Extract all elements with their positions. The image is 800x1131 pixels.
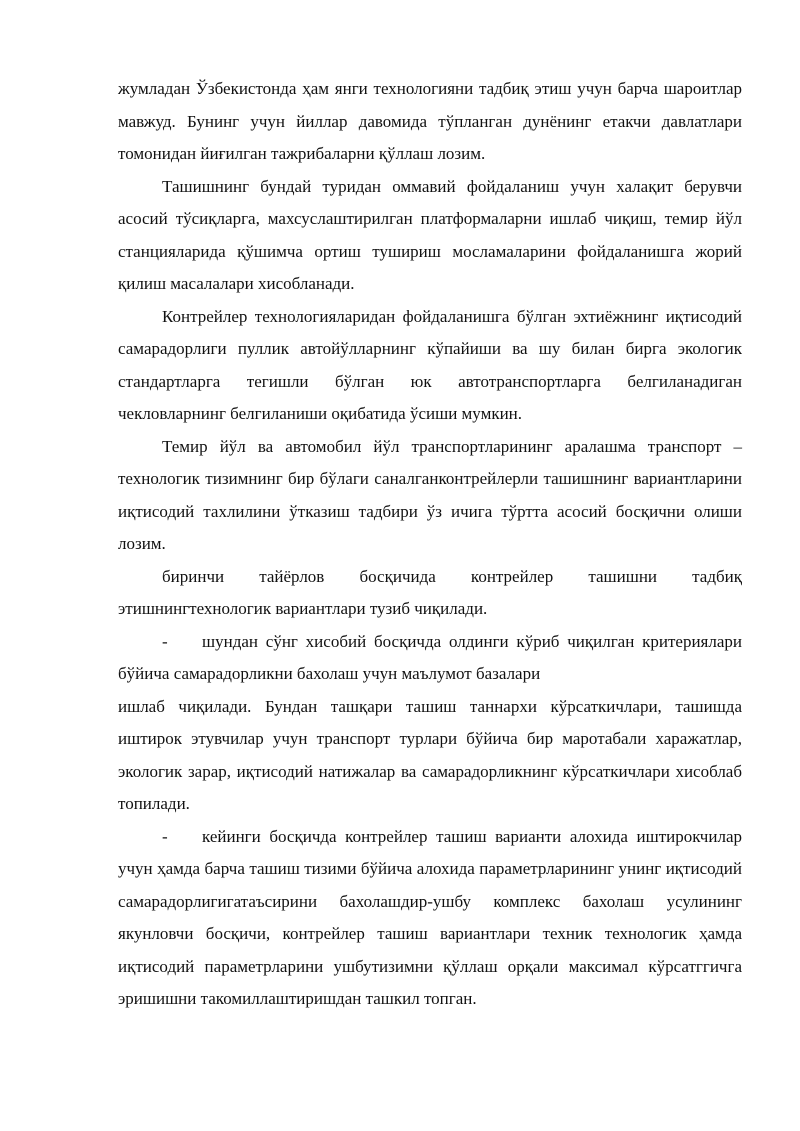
paragraph-2: Ташишнинг бундай туридан оммавий фойдаланиш учун халақит берувчи асосий тўсиқларга, махсуслаштирилган платформаларни ишлаб чиқиш, темир йўл станцияларида қўшимча ортиш тушириш мосламаларини фойдаланишга жорий қилиш масалалари хисобланади. [118, 176, 742, 293]
paragraph-4: Темир йўл ва автомобил йўл транспортларининг аралашма транспорт – технологик тизимнинг бир бўлаги саналганконтрейлерли ташишнинг вариантларини иқтисодий тахлилини ўтказиш тадбири ўз ичига тўртта асосий босқични олиши лозим. [118, 436, 742, 553]
list-item-1 [118, 626, 742, 691]
list-bullet-dash: - [162, 631, 168, 651]
list-item-2-text: кейинги босқичда контрейлер ташиш варианти алохида иштирокчилар учун ҳамда барча ташиш тизими бўйича алохида параметрларининг унинг иқтисодий самарадорлигигатаъсирини бахолашдир-ушбу комплекс бахолаш усулининг якунловчи босқичи, контрейлер ташиш вариантлари техник технологик ҳамда иқтисодий параметрларини ушбутизимни қўллаш орқали максимал кўрсатггичга эришишни такомиллаштиришдан ташкил топган. [118, 826, 742, 1008]
list-item-2 [118, 821, 742, 1016]
list-item-1-text: шундан сўнг хисобий босқичда олдинги кўриб чиқилган критериялари бўйича самарадорликни бахолаш учун маълумот базалари [118, 631, 742, 683]
document-page [118, 73, 742, 1016]
paragraph-3: Контрейлер технологияларидан фойдаланишга бўлган эхтиёжнинг иқтисодий самарадорлиги пуллик автойўлларнинг кўпайиши ва шу билан бирга экологик стандартларга тегишли бўлган юк автотранспортларга белгиланадиган чекловларнинг белгиланиши оқибатида ўсиши мумкин. [118, 306, 742, 423]
paragraph-7: ишлаб чиқилади. Бундан ташқари ташиш таннархи кўрсаткичлари, ташишда иштирок этувчилар учун транспорт турлари бўйича бир маротабали харажатлар, экологик зарар, иқтисодий натижалар ва самарадорликнинг кўрсаткичлари хисоблаб топилади. [118, 696, 742, 813]
paragraph-1: жумладан Ўзбекистонда ҳам янги технологияни тадбиқ этиш учун барча шароитлар мавжуд. Бунинг учун йиллар давомида тўпланган дунёнинг етакчи давлатлари томонидан йиғилган тажрибаларни қўллаш лозим. [118, 79, 742, 163]
paragraph-5: биринчи тайёрлов босқичида контрейлер ташишни тадбиқ этишнингтехнологик вариантлари тузиб чиқилади. [118, 566, 742, 618]
list-bullet-dash: - [162, 826, 168, 846]
